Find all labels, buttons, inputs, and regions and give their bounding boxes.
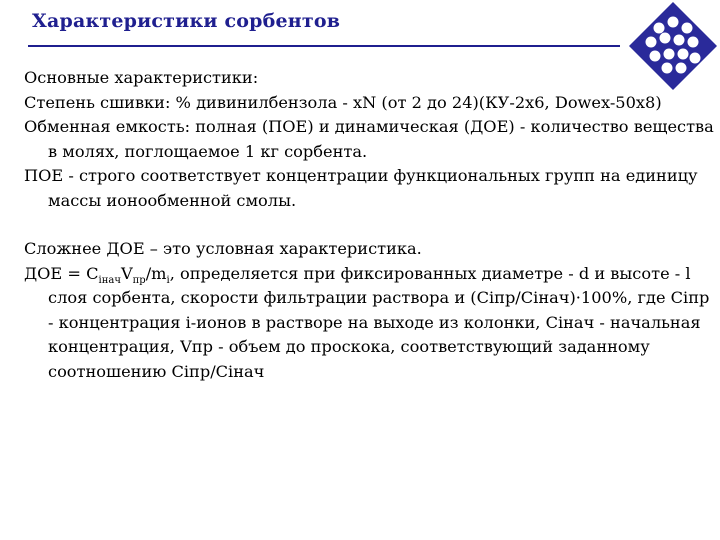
formula-sub-inach: iнач bbox=[98, 274, 121, 286]
slide-body bbox=[24, 66, 714, 384]
paragraph-poe: ПОЕ - строго соответствует концентрации функциональных групп на единицу массы ионообменной смолы. bbox=[24, 166, 698, 210]
title-underline bbox=[28, 45, 620, 47]
formula-m: /m bbox=[145, 263, 167, 283]
paragraph-main-characteristics: Основные характеристики: bbox=[24, 68, 259, 87]
formula-description: , определяется при фиксированных диаметре - d и высоте - l слоя сорбента, скорости фильтрации раствора и (Ciпр/Ciнач)·100%, где Ciпр - концентрация i-ионов в растворе на выходе из колонки, Ciнач - начальная концентрация, Vпр - объем до проскока, соответствующий заданному соотношению Ciпр/Ciнач bbox=[48, 263, 710, 381]
formula-sub-i: i bbox=[166, 274, 170, 286]
formula-sub-pr: пр bbox=[132, 274, 146, 286]
paragraph-crosslinking: Степень сшивки: % дивинилбензола - xN (от 2 до 24)(КУ-2х6, Dowex-50x8) bbox=[24, 92, 662, 112]
slide-title: Характеристики сорбентов bbox=[32, 10, 341, 32]
paragraph-doe-complex: Сложнее ДОЕ – это условная характеристика. bbox=[24, 239, 422, 258]
formula-lead: ДОЕ = C bbox=[24, 263, 99, 283]
paragraph-gap bbox=[24, 213, 714, 237]
paragraph-doe-formula bbox=[24, 262, 714, 385]
paragraph-exchange-capacity: Обменная емкость: полная (ПОЕ) и динамическая (ДОЕ) - количество вещества в молях, поглощаемое 1 кг сорбента. bbox=[24, 117, 714, 161]
formula-v: V bbox=[120, 263, 133, 283]
